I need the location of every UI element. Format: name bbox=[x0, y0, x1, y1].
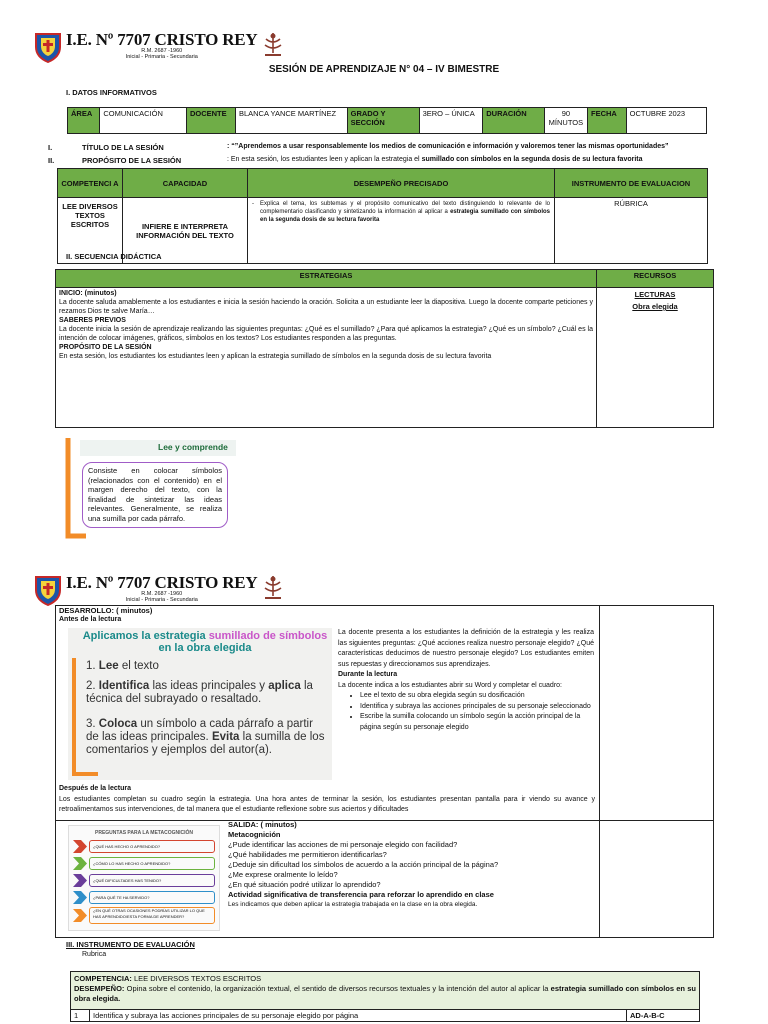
meta-graphic-item: ¿QUÉ HAS HECHO O APRENDIDO? bbox=[73, 839, 215, 854]
seq-header-estrategias: ESTRATEGIAS bbox=[56, 270, 597, 288]
meta-graphic-list bbox=[73, 839, 215, 924]
chevron-orange-icon bbox=[73, 909, 87, 922]
lee-definition: Consiste en colocar símbolos (relacionados con el contenido) en el margen derecho del texto, con la finalidad de sintetizar las ideas relevantes. Generalmente, se realiza una sumilla por cada párrafo. bbox=[82, 462, 228, 528]
fecha-label: FECHA bbox=[588, 108, 627, 134]
slide-step-1: 1. Lee el texto bbox=[86, 660, 159, 672]
saberes-label: SABERES PREVIOS bbox=[59, 317, 126, 324]
strategy-slide bbox=[68, 628, 332, 780]
durante-bullet: • Identifica y subraya las acciones principales de su personaje seleccionado bbox=[360, 702, 594, 713]
meta-graphic-item: ¿PARA QUÉ TE HA SERVIDO? bbox=[73, 890, 215, 905]
salida-question: ¿Qué habilidades me permitieron identificarlas? bbox=[228, 850, 387, 859]
comp-cell-capacidad: INFIERE E INTERPRETA INFORMACIÓN DEL TEXTO bbox=[123, 198, 248, 264]
duracion-value: 90 MÍNUTOS bbox=[544, 108, 587, 134]
school-levels: Inicial - Primaria - Secundaria bbox=[125, 54, 198, 60]
info-table bbox=[67, 107, 707, 134]
school-header bbox=[33, 31, 286, 63]
crest-emblem-icon bbox=[260, 574, 286, 602]
school-shield-icon bbox=[33, 574, 63, 606]
fecha-value: OCTUBRE 2023 bbox=[626, 108, 706, 134]
actividad-text: Les indicamos que deben aplicar la estrategia trabajada en la clase en la obra elegida. bbox=[228, 901, 478, 908]
area-value: COMUNICACIÓN bbox=[100, 108, 187, 134]
comp-cell-competencia: LEE DIVERSOS TEXTOS ESCRITOS bbox=[58, 198, 123, 264]
school-name: I.E. Nº 7707 CRISTO REY bbox=[66, 573, 258, 592]
metacognicion-label: Metacognición bbox=[228, 830, 281, 839]
seq-header-recursos: RECURSOS bbox=[597, 270, 714, 288]
rubric-competencia: COMPETENCIA: LEE DIVERSOS TEXTOS ESCRITOS bbox=[74, 974, 262, 983]
desarrollo-right-text bbox=[338, 628, 594, 733]
school-rm: R.M. 2687 -1960 bbox=[141, 591, 183, 597]
chevron-blue-icon bbox=[73, 891, 87, 904]
antes-label: Antes de la lectura bbox=[59, 616, 122, 623]
comp-header-capacidad: CAPACIDAD bbox=[123, 169, 248, 198]
meta-graphic-item: ¿QUÉ DIFICULTADES HAS TENIDO? bbox=[73, 873, 215, 888]
school-name: I.E. Nº 7707 CRISTO REY bbox=[66, 30, 258, 49]
rubric-row-criterion: Identifica y subraya las acciones principales de su personaje elegido por página bbox=[90, 1010, 627, 1022]
saberes-text: La docente inicia la sesión de aprendizaje realizando las siguientes preguntas: ¿Qué es el sumillado? ¿Para qué aplicamos la estrategia? ¿Qué es un símbolo? ¿Cuál es la intención de colocar imágenes, gráficos, símbolos en los textos? Los estudiantes responden a las preguntas. bbox=[59, 326, 593, 342]
chevron-green-icon bbox=[73, 857, 87, 870]
chevron-red-icon bbox=[73, 840, 87, 853]
despues-label: Después de la lectura bbox=[59, 785, 131, 792]
salida-question: ¿Me exprese oralmente lo leído? bbox=[228, 870, 338, 879]
lee-heading: Lee y comprende bbox=[158, 442, 228, 452]
proposito-label: PROPÓSITO DE LA SESIÓN bbox=[82, 156, 182, 165]
rubric-table bbox=[70, 1009, 700, 1022]
recurso-lecturas: LECTURAS bbox=[634, 290, 676, 299]
rubric-row-num: 1 bbox=[71, 1010, 90, 1022]
grado-value: 3ERO – ÚNICA bbox=[419, 108, 483, 134]
prop-text: En esta sesión, los estudiantes los estudiantes leen y aplican la estrategia sumillado de símbolos en la segunda dosis de su lectura favorita bbox=[59, 353, 492, 360]
rubrica-label: Rubrica bbox=[82, 951, 107, 958]
school-levels: Inicial - Primaria - Secundaria bbox=[125, 597, 198, 603]
rubric-header bbox=[70, 971, 700, 1010]
proposito-value: : En esta sesión, los estudiantes leen y aplican la estrategia el sumillado con símbolos en la segunda dosis de su lectura favorita bbox=[227, 156, 643, 163]
comp-cell-instrumento: RÚBRICA bbox=[555, 198, 708, 264]
meta-graphic-item: ¿EN QUÉ OTRAS OCASIONES PODRÍAS UTILIZAR LO QUE HAS APRENDIDO/ESTA FORMA DE APRENDER? bbox=[73, 907, 215, 924]
desarrollo-intro: La docente presenta a los estudiantes la definición de la estrategia y les realiza las siguientes preguntas: ¿Qué acciones realiza nuestro personaje elegido? ¿Qué características deducimos de nuestro personaje elegido? Los estudiantes emiten sus repuestas y direccionamos sus aprendizajes. bbox=[338, 629, 594, 668]
salida-question: ¿Pude identificar las acciones de mi personaje elegido con facilidad? bbox=[228, 840, 458, 849]
desarrollo-table bbox=[55, 605, 714, 938]
desarrollo-label: DESARROLLO: ( minutos) bbox=[59, 606, 153, 615]
seq-inicio-cell bbox=[56, 288, 597, 428]
section-secuencia: II. SECUENCIA DIDÁCTICA bbox=[66, 252, 162, 261]
comp-header-instrumento: INSTRUMENTO DE EVALUACION bbox=[555, 169, 708, 198]
salida-content bbox=[228, 820, 596, 910]
durante-bullet: • Lee el texto de su obra elegida según su dosificación bbox=[360, 691, 594, 702]
metacognition-graphic bbox=[68, 825, 220, 931]
chevron-purple-icon bbox=[73, 874, 87, 887]
actividad-label: Actividad significativa de transferencia para reforzar lo aprendido en clase bbox=[228, 890, 494, 899]
comp-cell-desempeno: - Explica el tema, los subtemas y el propósito comunicativo del texto distinguiendo lo relevante de lo complementario clasificando y sintetizando la información al aplicar a estrategia sumillado con símbolos en la segunda dosis de su lectura favorita bbox=[248, 198, 555, 264]
session-title: SESIÓN DE APRENDIZAJE N° 04 – IV BIMESTRE bbox=[268, 64, 500, 75]
meta-graphic-item: ¿CÓMO LO HAS HECHO O APRENDIDO? bbox=[73, 856, 215, 871]
school-shield-icon bbox=[33, 31, 63, 63]
slide-step-2: 2. Identifica las ideas principales y aplica la técnica del subrayado o resaltado. bbox=[86, 680, 313, 705]
salida-question: ¿En qué situación podré utilizar lo aprendido? bbox=[228, 880, 381, 889]
durante-bullet: • Escribe la sumilla colocando un símbolo según la acción principal de la página según su personaje elegido bbox=[360, 712, 594, 733]
crest-emblem-icon bbox=[260, 31, 286, 59]
docente-value: BLANCA YANCE MARTÍNEZ bbox=[235, 108, 347, 134]
comp-header-desempeno: DESEMPEÑO PRECISADO bbox=[248, 169, 555, 198]
comp-header-competencia: COMPETENCI A bbox=[58, 169, 123, 198]
competence-table bbox=[57, 168, 708, 264]
area-label: ÁREA bbox=[68, 108, 100, 134]
meta-graphic-title: PREGUNTAS PARA LA METACOGNICIÓN bbox=[95, 830, 193, 836]
section-instrumento: III. INSTRUMENTO DE EVALUACIÓN bbox=[66, 940, 195, 949]
titulo-value: : “”Aprendemos a usar responsablemente los medios de comunicación e información y valoremos tener las mismas oportunidades” bbox=[227, 143, 669, 150]
salida-label: SALIDA: ( minutos) bbox=[228, 820, 297, 829]
sequence-table bbox=[55, 269, 714, 428]
inicio-label: INICIO: (minutos) bbox=[59, 290, 117, 297]
school-header-2 bbox=[33, 574, 286, 606]
recurso-obra: Obra elegida bbox=[632, 302, 678, 311]
durante-label: Durante la lectura bbox=[338, 671, 398, 678]
titulo-label: TÍTULO DE LA SESIÓN bbox=[82, 143, 164, 152]
docente-label: DOCENTE bbox=[186, 108, 235, 134]
titulo-num: I. bbox=[48, 143, 53, 152]
despues-text: Los estudiantes completan su cuadro según la estrategia. Una hora antes de terminar la sesión, los estudiantes presentan pantalla para ir viendo su avance y retroalimentamos sus intervenciones, de tal manera que el estudiante reflexione sobre sus aciertos y dificultades bbox=[59, 796, 595, 813]
school-rm: R.M. 2687 -1960 bbox=[141, 48, 183, 54]
grado-label: GRADO Y SECCIÓN bbox=[347, 108, 419, 134]
duracion-label: DURACIÓN bbox=[483, 108, 545, 134]
inicio-text: La docente saluda amablemente a los estudiantes e inicia la sesión haciendo la oración. Solicita a un estudiante leer la diapositiva. Luego la docente comparte peticiones y rezamos Dios te salve María… bbox=[59, 299, 593, 315]
lee-comprende-card bbox=[60, 436, 240, 540]
seq-recursos-cell bbox=[597, 288, 714, 428]
slide-step-3: 3. Coloca un símbolo a cada párrafo a partir de las ideas principales. Evita la sumilla de los comentarios y ejemplos del autor(a). bbox=[86, 718, 325, 756]
salida-question: ¿Deduje sin dificultad los símbolos de acuerdo a la acción principal de la página? bbox=[228, 860, 499, 869]
rubric-desempeno: DESEMPEÑO: Opina sobre el contenido, la organización textual, el sentido de diversos recursos textuales y la intención del autor al aplicar la estrategia sumillado con símbolos en su obra elegida. bbox=[74, 984, 696, 1003]
section-datos: I. DATOS INFORMATIVOS bbox=[66, 88, 157, 97]
prop-label: PROPÓSITO DE LA SESIÓN bbox=[59, 344, 152, 351]
rubric-row-grade: AD-A-B-C bbox=[627, 1010, 700, 1022]
proposito-num: II. bbox=[48, 156, 55, 165]
durante-text: La docente indica a los estudiantes abrir su Word y completar el cuadro: bbox=[338, 681, 562, 689]
durante-bullets bbox=[338, 691, 594, 733]
slide-title: Aplicamos la estrategia sumillado de símbolos en la obra elegida bbox=[82, 630, 328, 654]
